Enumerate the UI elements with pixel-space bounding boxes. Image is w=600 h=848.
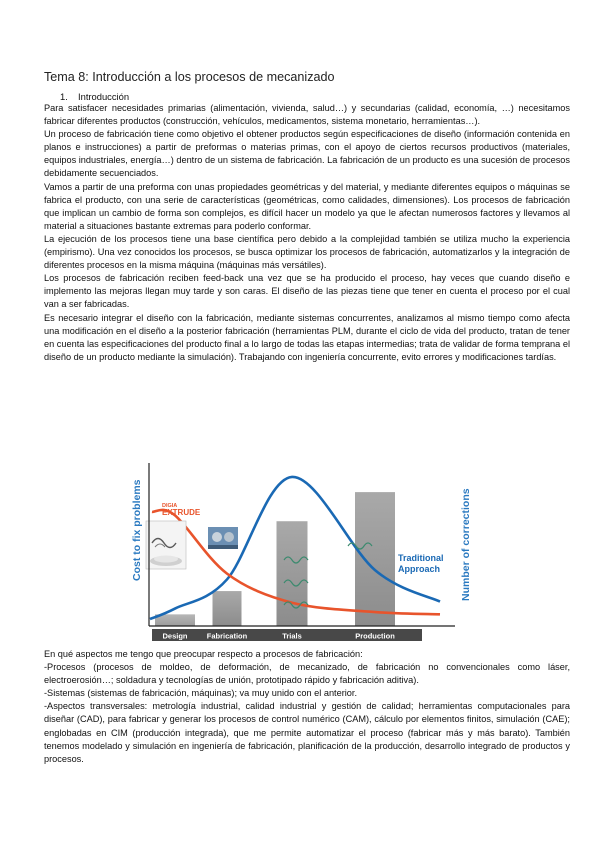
paragraph: La ejecución de los procesos tiene una base científica pero debido a la complejidad también se utiliza mucho la experiencia (empirismo). Una vez conocidos los procesos, se busca optimizar los procesos de fabricación, automatizarlos y la integración de diferentes procesos en la misma máquina (máquinas más versátiles). (44, 233, 570, 271)
paragraph: -Sistemas (sistemas de fabricación, máquinas); va muy unido con el anterior. (44, 688, 358, 699)
stage-label-production: Production (355, 631, 395, 641)
paragraph: Para satisfacer necesidades primarias (alimentación, vivienda, salud…) y secundarias (calidad, economía, …) necesitamos fabricar diferentes productos (construcción, vehículos, medicamentos, sistema monetario, herramientas…). (44, 103, 570, 127)
stage-labels (152, 629, 422, 641)
cost-vs-corrections-figure (122, 433, 478, 645)
section-number: 1. (60, 91, 68, 102)
paragraph: -Procesos (procesos de moldeo, de deformación, de mecanizado, de fabricación no convencionales como láser, electroerosión…; soldadura y tecnologías de unión, prototipado rápido y fabricación aditiva). (44, 662, 570, 686)
intro-text (44, 102, 570, 364)
bar-trials (277, 521, 308, 626)
paragraph: Es necesario integrar el diseño con la fabricación, mediante sistemas concurrentes, analizamos al mismo tiempo como afecta una modificación en el diseño a la posterior fabricación (herramientas PLM, durante el ciclo de vida del producto, tratan de tener en cuenta las especificaciones del producto final a lo largo de todas las etapas intermedias; trata de validar de forma temprana el diseño de un producto mediante la simulación). Trabajando con ingeniería concurrente, evito errores y modificaciones tardías. (44, 312, 570, 362)
bar-fabrication (213, 591, 242, 626)
figure-svg (122, 433, 478, 645)
stage-label-fabrication: Fabrication (206, 631, 248, 641)
traditional-label-line2: Approach (398, 564, 441, 574)
aspects-text (44, 648, 570, 766)
logo-big-text: EXTRUDE (162, 508, 201, 517)
fabrication-photo-icon (208, 527, 238, 549)
design-mold-icon (146, 521, 186, 569)
traditional-label-line1: Traditional (398, 553, 444, 563)
stage-label-trials: Trials (282, 631, 302, 641)
paragraph: Los procesos de fabricación reciben feed-back una vez que se ha producido el proceso, hay veces que cuando diseño e implemento las mejoras llegan muy tarde y son caras. El diseño de las piezas tiene que tener en cuenta el proceso por el cual van a ser fabricadas. (44, 273, 570, 310)
stage-label-design: Design (162, 631, 188, 641)
page-title: Tema 8: Introducción a los procesos de mecanizado (44, 70, 335, 84)
paragraph: -Aspectos transversales: metrología industrial, calidad industrial y gestión de calidad; herramientas computacionales para diseñar (CAD), para fabricar y generar los procesos de control numérico (CAM), cálculo por elementos finitos, simulación (CAE); englobadas en CIM (producción integrada), que me permite automatizar el proceso (fabricar más y más barato). También tenemos modelado y simulación en ingeniería de fabricación, planificación de la producción, desarrollo integrado de productos y procesos. (44, 701, 570, 764)
logo-small-text: DIGIA (162, 503, 178, 509)
paragraph: Vamos a partir de una preforma con unas propiedades geométricas y del material, y mediante diferentes equipos o máquinas se fabrica el producto, con una serie de características (geométricas, como calidades, dimensiones). Los procesos de fabricación que implican un cambio de forma son complejos, es difícil hacer un modelo ya que le afectan numerosos factores y llevamos al material a situaciones bastante extremas para poderlo conformar. (44, 181, 570, 231)
y-axis-label-right: Number of corrections (460, 488, 472, 601)
y-axis-label-left: Cost to fix problems (131, 479, 143, 581)
paragraph: Un proceso de fabricación tiene como objetivo el obtener productos según especificaciones de diseño (información contenida en planos e instrucciones) a partir de preformas o materias primas, con el apoyo de ciertos recursos productivos (materiales, equipos industriales, energía…) dentro de un sistema de fabricación. La fabricación de un producto es una sucesión de procesos debidamente secuenciados. (44, 129, 570, 179)
section-label: Introducción (78, 91, 130, 102)
digia-extrude-logo (162, 503, 201, 517)
paragraph: En qué aspectos me tengo que preocupar respecto a procesos de fabricación: (44, 649, 363, 659)
bar-production (355, 492, 395, 626)
section-heading (60, 91, 129, 102)
